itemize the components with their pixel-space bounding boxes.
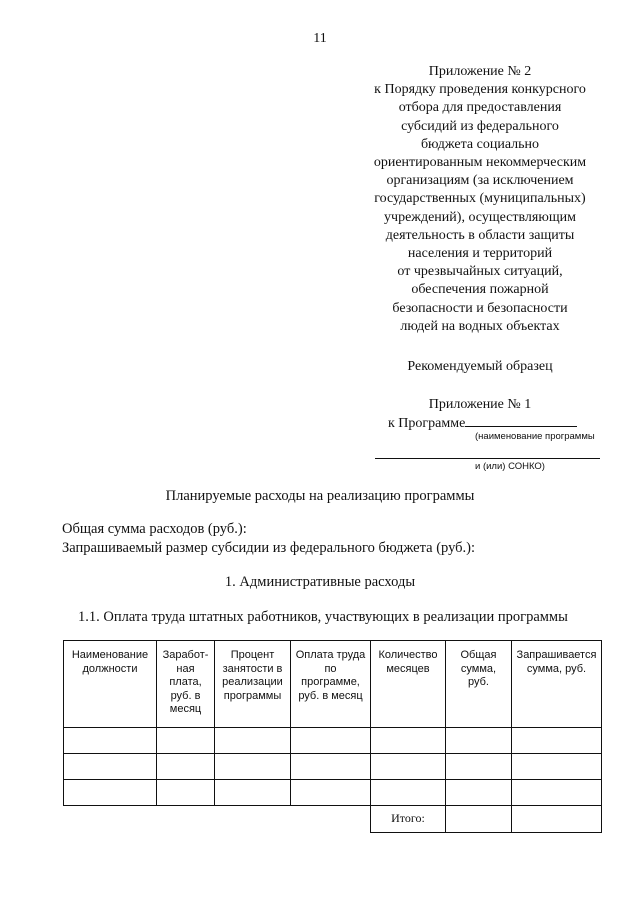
requested-subsidy-label: Запрашиваемый размер субсидии из федерального бюджета (руб.):	[62, 540, 475, 556]
table-cell[interactable]	[215, 780, 291, 806]
appendix-1-title: Приложение № 1	[428, 397, 532, 412]
empty-cell	[64, 806, 157, 833]
appendix-2-line: населения и территорий	[407, 246, 553, 262]
salary-table	[63, 640, 602, 833]
page-number: 11	[313, 31, 327, 46]
total-requested-cell[interactable]	[512, 806, 602, 833]
appendix-2-line: от чрезвычайных ситуаций,	[397, 264, 563, 280]
column-header-position: Наименование должности	[64, 641, 157, 728]
table-total-row	[64, 806, 602, 833]
column-header-program-pay: Оплата труда по программе, руб. в месяц	[291, 641, 371, 728]
table-cell[interactable]	[512, 780, 602, 806]
table-cell[interactable]	[157, 728, 215, 754]
column-header-total-sum: Общая сумма, руб.	[446, 641, 512, 728]
table-cell[interactable]	[371, 754, 446, 780]
appendix-2-line: учреждений), осуществляющим	[384, 209, 576, 225]
table-row	[64, 754, 602, 780]
subsection-heading: 1.1. Оплата труда штатных работников, участвующих в реализации программы	[78, 609, 568, 625]
table-cell[interactable]	[157, 754, 215, 780]
table-cell[interactable]	[512, 728, 602, 754]
table-cell[interactable]	[215, 754, 291, 780]
program-name-blank[interactable]	[465, 414, 577, 427]
appendix-2-line: Приложение № 2	[428, 64, 532, 79]
table-cell[interactable]	[157, 780, 215, 806]
section-heading: 1. Административные расходы	[224, 574, 416, 590]
appendix-2-line: бюджета социально	[420, 136, 540, 152]
table-cell[interactable]	[446, 780, 512, 806]
appendix-2-line: государственных (муниципальных)	[374, 191, 586, 207]
empty-cell	[215, 806, 291, 833]
appendix-2-line: к Порядку проведения конкурсного	[374, 82, 586, 98]
empty-cell	[157, 806, 215, 833]
program-name-caption: (наименование программы	[475, 431, 595, 442]
table-cell[interactable]	[291, 780, 371, 806]
program-name-line	[388, 414, 577, 432]
table-cell[interactable]	[446, 728, 512, 754]
table-row	[64, 780, 602, 806]
column-header-employment-percent: Процент занятости в реализации программы	[215, 641, 291, 728]
total-label-cell: Итого:	[371, 806, 446, 833]
appendix-2-line: отбора для предоставления	[398, 100, 562, 116]
document-heading: Планируемые расходы на реализацию программы	[165, 488, 475, 504]
table-cell[interactable]	[64, 754, 157, 780]
appendix-2-line: субсидий из федерального	[401, 118, 559, 134]
table-cell[interactable]	[291, 754, 371, 780]
table-cell[interactable]	[371, 780, 446, 806]
column-header-months: Количество месяцев	[371, 641, 446, 728]
table-cell[interactable]	[291, 728, 371, 754]
table-cell[interactable]	[215, 728, 291, 754]
empty-cell	[291, 806, 371, 833]
table-cell[interactable]	[446, 754, 512, 780]
appendix-2-line: ориентированным некоммерческим	[373, 155, 587, 171]
table-cell[interactable]	[512, 754, 602, 780]
table-cell[interactable]	[64, 728, 157, 754]
appendix-2-line: деятельность в области защиты	[385, 227, 575, 243]
appendix-2-header	[340, 63, 620, 336]
table-header-row	[64, 641, 602, 728]
total-expenses-label: Общая сумма расходов (руб.):	[62, 521, 247, 537]
appendix-2-line: обеспечения пожарной	[411, 282, 549, 298]
appendix-2-line: людей на водных объектах	[400, 318, 560, 334]
table-cell[interactable]	[371, 728, 446, 754]
table-cell[interactable]	[64, 780, 157, 806]
appendix-2-line: безопасности и безопасности	[392, 300, 568, 316]
recommended-sample-label: Рекомендуемый образец	[407, 359, 553, 374]
table-row	[64, 728, 602, 754]
column-header-requested-sum: Запрашивается сумма, руб.	[512, 641, 602, 728]
column-header-salary: Заработ- ная плата, руб. в месяц	[157, 641, 215, 728]
total-sum-cell[interactable]	[446, 806, 512, 833]
organization-name-caption: и (или) СОНКО)	[475, 461, 545, 472]
organization-name-blank[interactable]	[375, 458, 600, 459]
to-program-label: к Программе	[388, 416, 466, 431]
appendix-2-line: организациям (за исключением	[386, 173, 574, 189]
